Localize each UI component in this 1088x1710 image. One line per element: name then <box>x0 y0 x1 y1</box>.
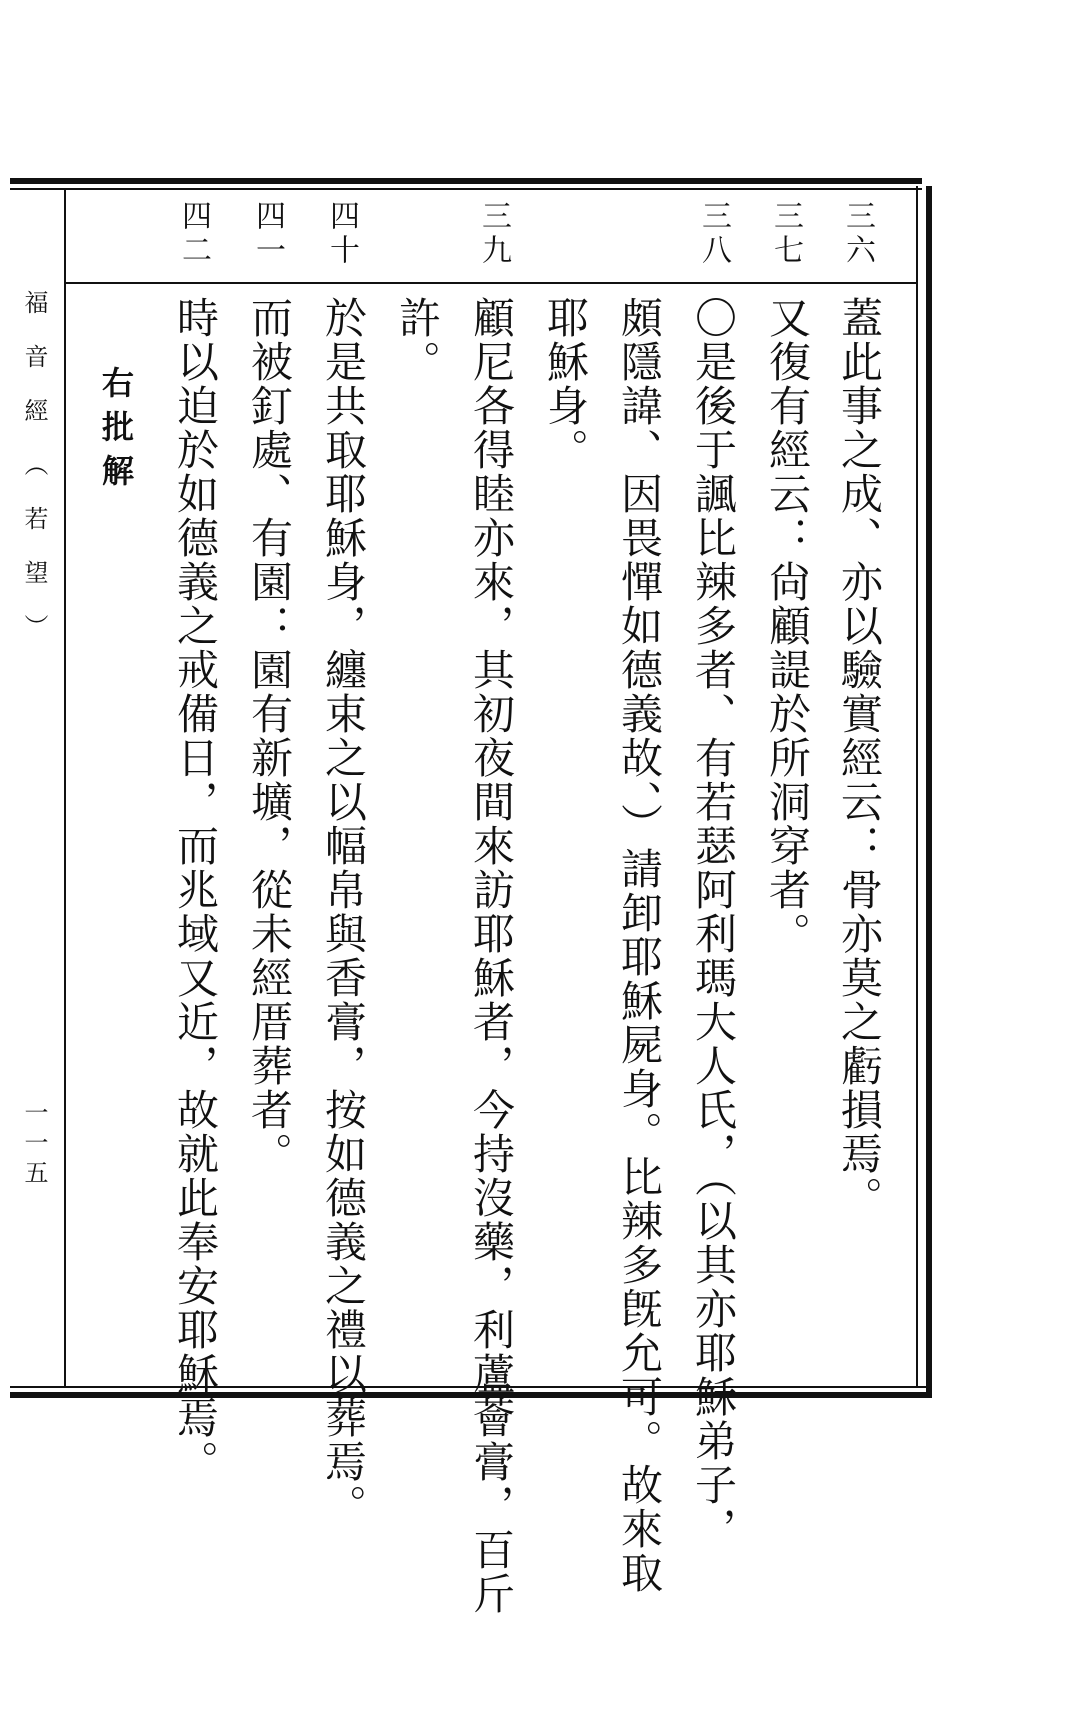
book-title-side: 福音經（若望） <box>20 290 48 668</box>
verse-number: 三七 <box>768 200 803 268</box>
verse-text-line: 顧尼各得睦亦來，其初夜間來訪耶穌者，今持沒藥，利蘆薈膏，百斤 <box>467 296 516 1616</box>
verse-text-line: 蓋此事之成、亦以驗實經云：骨亦莫之虧損焉。 <box>835 296 884 1220</box>
verse-number: 四十 <box>324 200 359 268</box>
verse-text-line: 許。 <box>393 296 442 384</box>
right-border-thick <box>926 186 932 1392</box>
verse-text-line: 耶穌身。 <box>541 296 590 472</box>
verse-number-divider <box>66 282 916 284</box>
verse-text-line: 於是共取耶穌身，纏束之以幅帛與香膏，按如德義之禮以葬焉。 <box>319 296 368 1528</box>
page-number: 一一五 <box>20 1100 48 1190</box>
left-border <box>64 188 66 1388</box>
verse-text-line: 時以迫於如德義之戒備日，而兆域又近，故就此奉安耶穌焉。 <box>171 296 220 1484</box>
verse-number: 三九 <box>476 200 511 268</box>
commentary-label: 右批解 <box>97 366 135 498</box>
verse-number: 四二 <box>176 200 211 268</box>
top-border-thin <box>10 188 922 190</box>
right-border-thin <box>916 186 918 1388</box>
verse-text-line: 〇是後于諷比辣多者、有若瑟阿利瑪大人氏，（以其亦耶穌弟子， <box>689 296 738 1551</box>
verse-text-line: 而被釘處、有園：園有新壙，從未經厝葬者。 <box>245 296 294 1176</box>
top-border-thick <box>10 178 922 184</box>
verse-number: 四一 <box>250 200 285 268</box>
verse-text-line: 頗隱諱、因畏憚如德義故、）請卸耶穌屍身。比辣多旣允可。故來取 <box>615 296 664 1595</box>
verse-number: 三八 <box>696 200 731 268</box>
verse-number: 三六 <box>840 200 875 268</box>
verse-text-line: 又復有經云：尙顧諟於所洞穿者。 <box>763 296 812 956</box>
